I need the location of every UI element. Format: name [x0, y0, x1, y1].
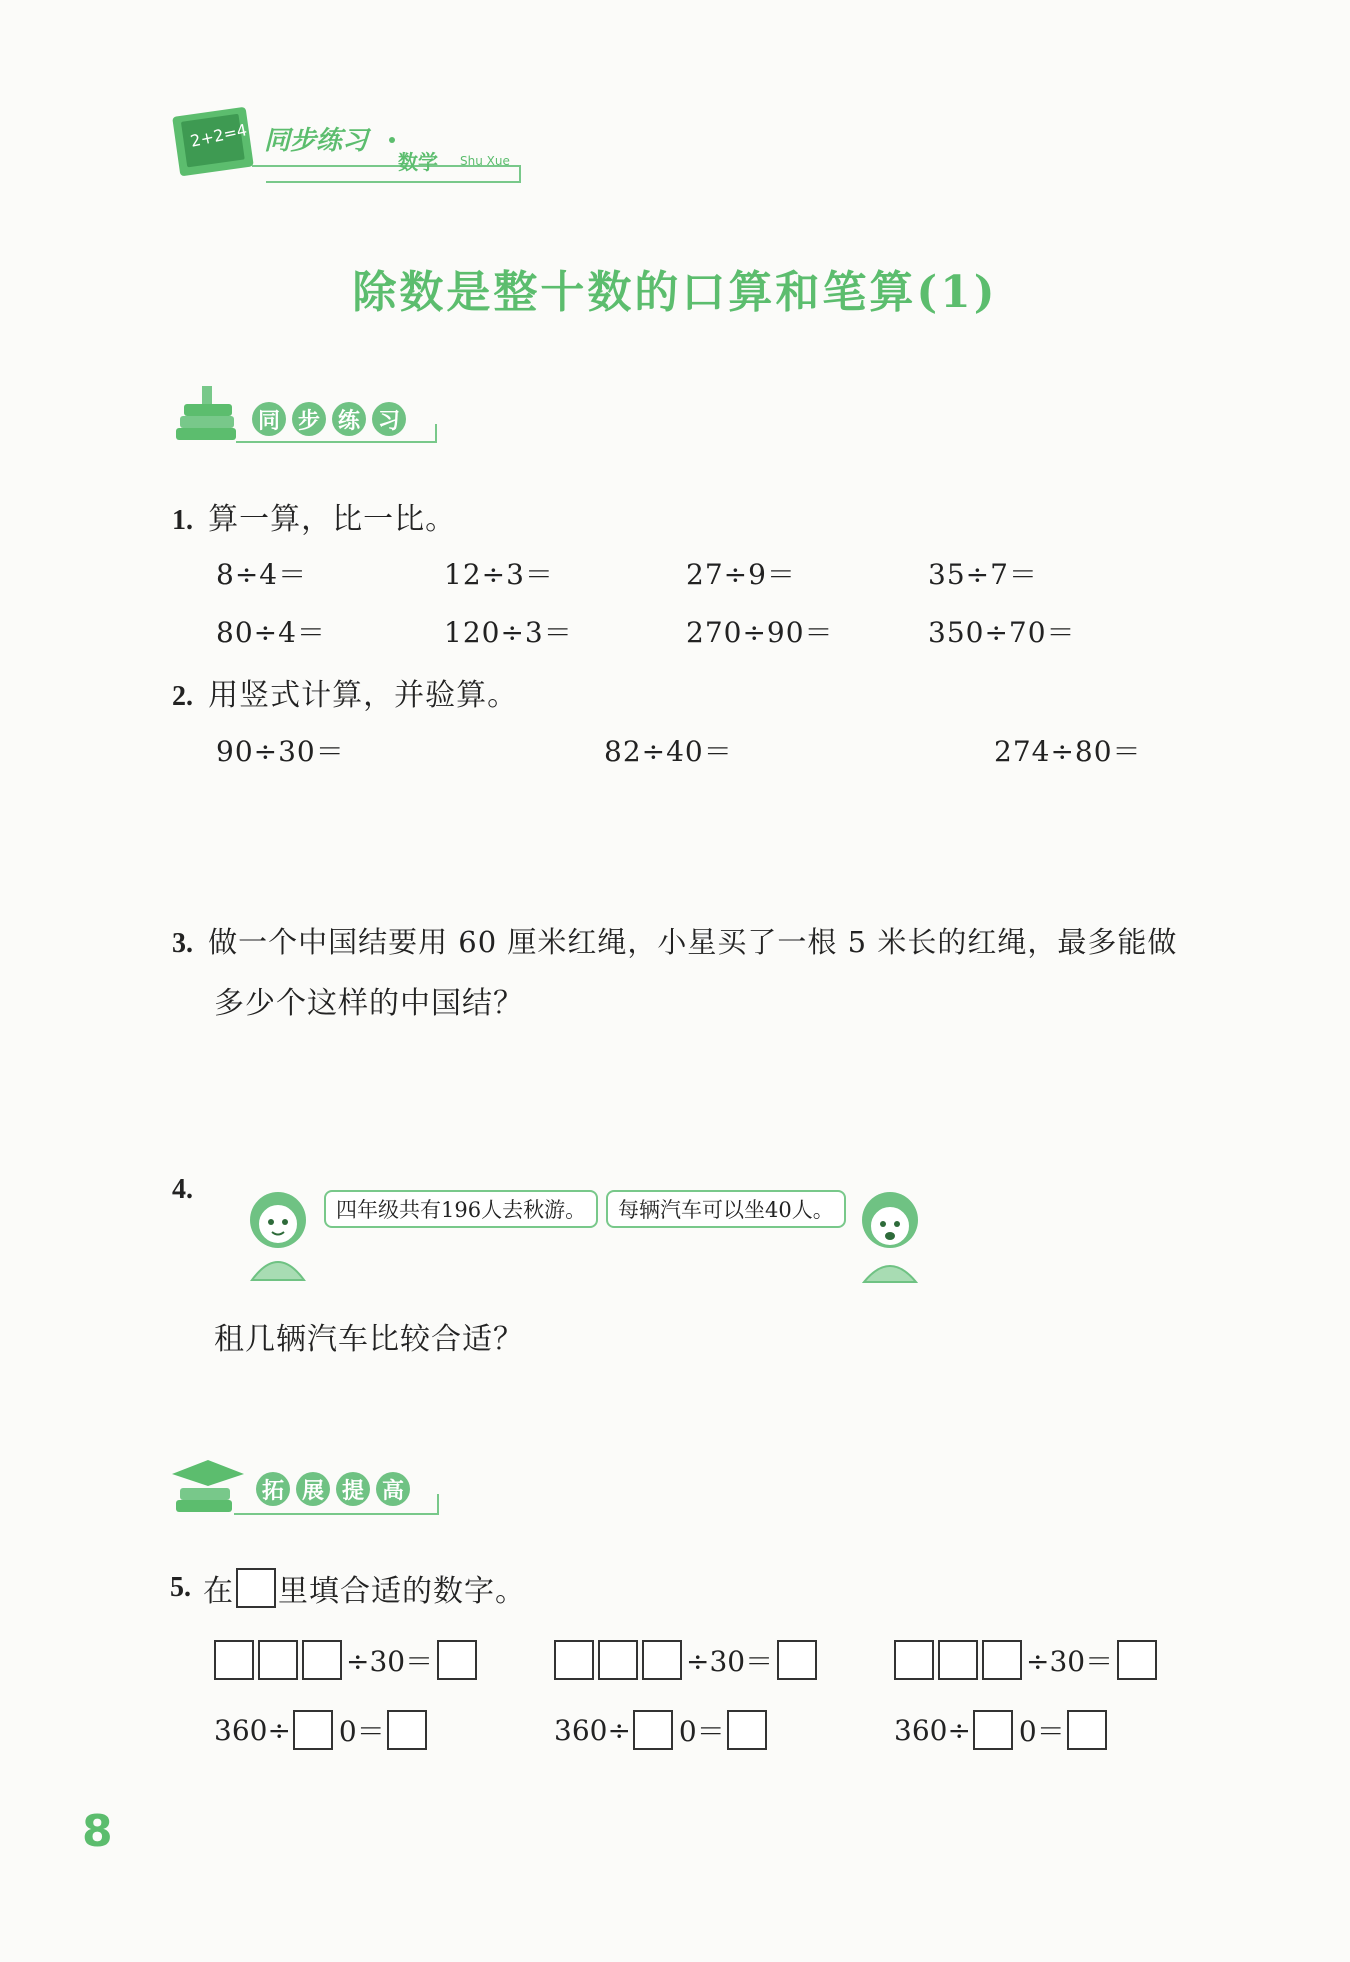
- badge-char: 提: [336, 1472, 370, 1506]
- expression: 35÷7＝: [928, 558, 1038, 591]
- question-3: [172, 920, 1177, 961]
- expression: 12÷3＝: [444, 558, 554, 591]
- expression: 90÷30＝: [216, 735, 345, 768]
- expression: 360÷: [894, 1713, 971, 1747]
- fill-row-1: [214, 1640, 481, 1680]
- speech-bubble-left: 四年级共有196人去秋游。: [324, 1190, 598, 1228]
- answer-box[interactable]: [777, 1640, 817, 1680]
- fill-row-2: [554, 1710, 771, 1750]
- answer-box[interactable]: [387, 1710, 427, 1750]
- fill-row-1: [894, 1640, 1161, 1680]
- speech-bubble-right: 每辆汽车可以坐40人。: [606, 1190, 846, 1228]
- answer-box[interactable]: [894, 1640, 934, 1680]
- expression: 8÷4＝: [216, 558, 308, 591]
- answer-box[interactable]: [727, 1710, 767, 1750]
- badge-char: 拓: [256, 1472, 290, 1506]
- question-text: 里填合适的数字。: [278, 1574, 526, 1609]
- badge-char: 同: [252, 402, 286, 436]
- fill-row-2: [214, 1710, 431, 1750]
- answer-box[interactable]: [258, 1640, 298, 1680]
- answer-box[interactable]: [973, 1710, 1013, 1750]
- expression: 0＝: [678, 1715, 725, 1748]
- question-number: 2.: [172, 681, 193, 712]
- question-text: 租几辆汽车比较合适？: [214, 1322, 524, 1357]
- example-box: [236, 1568, 276, 1608]
- question-5: [170, 1566, 526, 1610]
- section-badge-practice: [170, 384, 450, 460]
- badge-char: 步: [292, 402, 326, 436]
- answer-box[interactable]: [302, 1640, 342, 1680]
- expression: ÷30＝: [686, 1645, 774, 1678]
- series-title: 同步练习: [264, 126, 369, 156]
- answer-box[interactable]: [633, 1710, 673, 1750]
- expression: 120÷3＝: [444, 616, 573, 649]
- badge-char: 习: [372, 402, 406, 436]
- question-text: 在: [203, 1574, 234, 1609]
- question-number: 3.: [172, 928, 193, 959]
- expression: ÷30＝: [346, 1645, 434, 1678]
- answer-box[interactable]: [982, 1640, 1022, 1680]
- question-text: 做一个中国结要用 60 厘米红绳，小星买了一根 5 米长的红绳，最多能做: [208, 925, 1178, 959]
- subject-pinyin: Shu Xue: [460, 154, 510, 168]
- question-number: 5.: [170, 1572, 191, 1603]
- expression: 0＝: [1018, 1715, 1065, 1748]
- boy-character-icon: [846, 1184, 936, 1284]
- expression: 270÷90＝: [686, 616, 834, 649]
- answer-box[interactable]: [293, 1710, 333, 1750]
- question-number: 4.: [172, 1174, 193, 1205]
- girl-character-icon: [232, 1184, 322, 1284]
- answer-box[interactable]: [214, 1640, 254, 1680]
- board-text: 2+2=4: [188, 120, 249, 151]
- expression: 82÷40＝: [604, 735, 733, 768]
- expression: 0＝: [338, 1715, 385, 1748]
- fill-row-1: [554, 1640, 821, 1680]
- expression: 360÷: [554, 1713, 631, 1747]
- answer-box[interactable]: [1117, 1640, 1157, 1680]
- expression: 274÷80＝: [994, 735, 1142, 768]
- expression: 360÷: [214, 1713, 291, 1747]
- answer-box[interactable]: [938, 1640, 978, 1680]
- question-text: 用竖式计算，并验算。: [208, 678, 519, 713]
- expression: ÷30＝: [1026, 1645, 1114, 1678]
- answer-box[interactable]: [554, 1640, 594, 1680]
- section-badge-extension: [168, 1450, 448, 1530]
- question-text-continued: 多少个这样的中国结？: [214, 986, 524, 1021]
- answer-box[interactable]: [1067, 1710, 1107, 1750]
- answer-box[interactable]: [598, 1640, 638, 1680]
- question-1: [172, 494, 456, 538]
- question-2: [172, 670, 518, 714]
- badge-char: 练: [332, 402, 366, 436]
- expression: 80÷4＝: [216, 616, 326, 649]
- page-title: 除数是整十数的口算和笔算(1): [352, 267, 998, 318]
- answer-box[interactable]: [642, 1640, 682, 1680]
- subject-label: 数学: [398, 150, 438, 174]
- page-number: 8: [82, 1806, 113, 1857]
- badge-char: 高: [376, 1472, 410, 1506]
- header-logo: [170, 96, 530, 186]
- question-number: 1.: [172, 505, 193, 536]
- answer-box[interactable]: [437, 1640, 477, 1680]
- badge-char: 展: [296, 1472, 330, 1506]
- expression: 27÷9＝: [686, 558, 796, 591]
- fill-row-2: [894, 1710, 1111, 1750]
- expression: 350÷70＝: [928, 616, 1076, 649]
- question-text: 算一算，比一比。: [208, 502, 457, 537]
